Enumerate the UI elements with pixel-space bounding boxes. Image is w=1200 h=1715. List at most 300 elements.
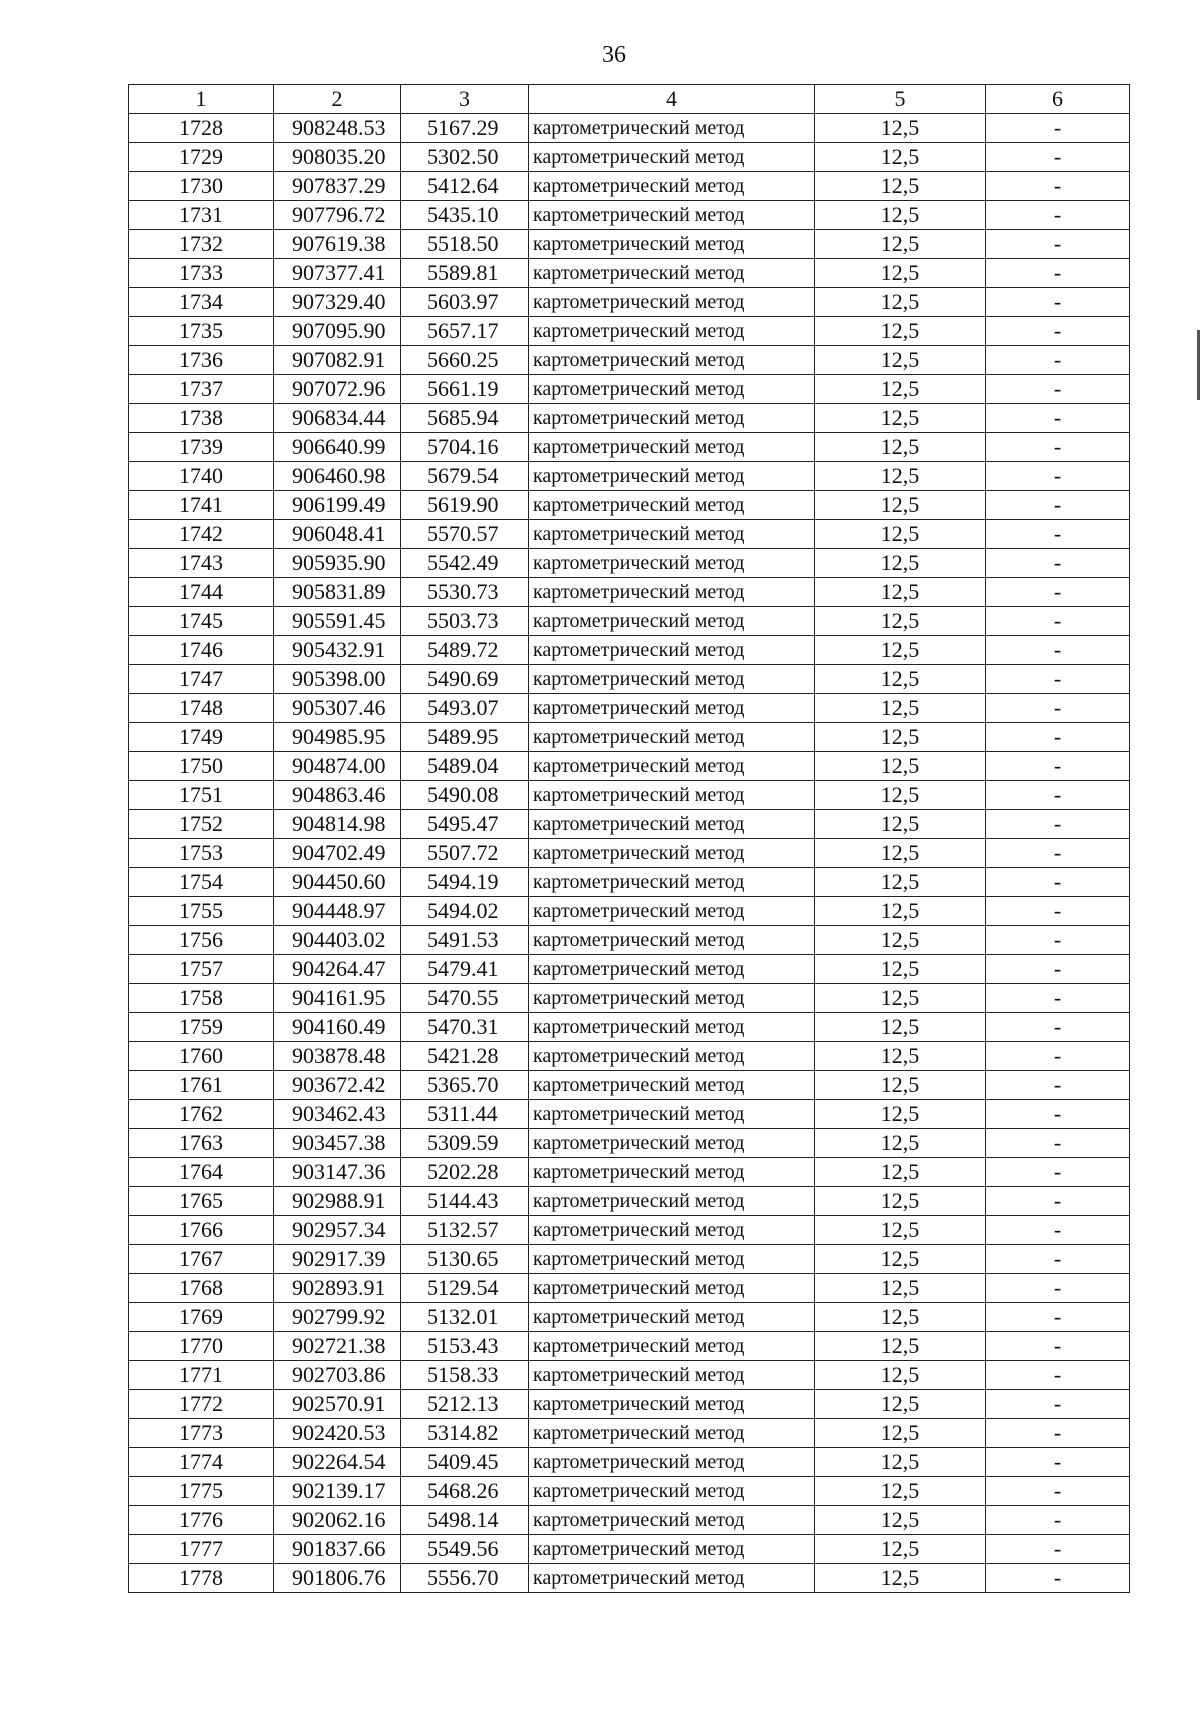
cell-x-coord: 902570.91 <box>274 1390 401 1419</box>
cell-point-number: 1773 <box>129 1419 274 1448</box>
cell-point-number: 1763 <box>129 1129 274 1158</box>
cell-point-number: 1740 <box>129 462 274 491</box>
cell-note: - <box>986 1332 1130 1361</box>
cell-note: - <box>986 839 1130 868</box>
cell-note: - <box>986 1245 1130 1274</box>
cell-accuracy: 12,5 <box>815 868 986 897</box>
cell-y-coord: 5409.45 <box>401 1448 529 1477</box>
cell-point-number: 1730 <box>129 172 274 201</box>
cell-method: картометрический метод <box>529 810 815 839</box>
cell-note: - <box>986 665 1130 694</box>
table-row <box>129 462 1130 491</box>
cell-x-coord: 903672.42 <box>274 1071 401 1100</box>
cell-point-number: 1741 <box>129 491 274 520</box>
cell-x-coord: 905307.46 <box>274 694 401 723</box>
cell-x-coord: 905432.91 <box>274 636 401 665</box>
cell-y-coord: 5503.73 <box>401 607 529 636</box>
table-row <box>129 346 1130 375</box>
cell-y-coord: 5490.69 <box>401 665 529 694</box>
cell-method: картометрический метод <box>529 1274 815 1303</box>
cell-method: картометрический метод <box>529 1564 815 1593</box>
cell-method: картометрический метод <box>529 665 815 694</box>
cell-note: - <box>986 1187 1130 1216</box>
cell-note: - <box>986 810 1130 839</box>
cell-point-number: 1769 <box>129 1303 274 1332</box>
cell-x-coord: 906460.98 <box>274 462 401 491</box>
cell-method: картометрический метод <box>529 1506 815 1535</box>
table-row <box>129 491 1130 520</box>
table-row <box>129 1535 1130 1564</box>
cell-note: - <box>986 926 1130 955</box>
cell-point-number: 1749 <box>129 723 274 752</box>
cell-y-coord: 5167.29 <box>401 114 529 143</box>
cell-method: картометрический метод <box>529 230 815 259</box>
cell-y-coord: 5603.97 <box>401 288 529 317</box>
cell-x-coord: 902139.17 <box>274 1477 401 1506</box>
cell-method: картометрический метод <box>529 1100 815 1129</box>
cell-y-coord: 5542.49 <box>401 549 529 578</box>
table-row <box>129 897 1130 926</box>
cell-accuracy: 12,5 <box>815 1361 986 1390</box>
cell-x-coord: 905398.00 <box>274 665 401 694</box>
cell-note: - <box>986 694 1130 723</box>
cell-x-coord: 904160.49 <box>274 1013 401 1042</box>
cell-method: картометрический метод <box>529 346 815 375</box>
cell-note: - <box>986 1158 1130 1187</box>
header-col-4: 4 <box>529 85 815 114</box>
table-row <box>129 1071 1130 1100</box>
cell-accuracy: 12,5 <box>815 288 986 317</box>
cell-method: картометрический метод <box>529 1216 815 1245</box>
cell-point-number: 1758 <box>129 984 274 1013</box>
cell-x-coord: 907837.29 <box>274 172 401 201</box>
cell-y-coord: 5309.59 <box>401 1129 529 1158</box>
cell-accuracy: 12,5 <box>815 462 986 491</box>
cell-point-number: 1762 <box>129 1100 274 1129</box>
cell-x-coord: 906048.41 <box>274 520 401 549</box>
cell-note: - <box>986 1390 1130 1419</box>
cell-point-number: 1731 <box>129 201 274 230</box>
cell-x-coord: 902799.92 <box>274 1303 401 1332</box>
cell-x-coord: 908035.20 <box>274 143 401 172</box>
table-row <box>129 1477 1130 1506</box>
table-row <box>129 1187 1130 1216</box>
cell-point-number: 1768 <box>129 1274 274 1303</box>
cell-x-coord: 902420.53 <box>274 1419 401 1448</box>
cell-accuracy: 12,5 <box>815 1332 986 1361</box>
cell-point-number: 1753 <box>129 839 274 868</box>
cell-note: - <box>986 636 1130 665</box>
cell-accuracy: 12,5 <box>815 839 986 868</box>
table-row <box>129 172 1130 201</box>
cell-note: - <box>986 1477 1130 1506</box>
table-row <box>129 404 1130 433</box>
cell-note: - <box>986 1274 1130 1303</box>
cell-accuracy: 12,5 <box>815 665 986 694</box>
cell-note: - <box>986 781 1130 810</box>
cell-point-number: 1744 <box>129 578 274 607</box>
cell-method: картометрический метод <box>529 955 815 984</box>
cell-x-coord: 904448.97 <box>274 897 401 926</box>
cell-accuracy: 12,5 <box>815 143 986 172</box>
table-row <box>129 230 1130 259</box>
header-col-3: 3 <box>401 85 529 114</box>
cell-point-number: 1736 <box>129 346 274 375</box>
cell-method: картометрический метод <box>529 1332 815 1361</box>
cell-x-coord: 904985.95 <box>274 723 401 752</box>
cell-method: картометрический метод <box>529 1477 815 1506</box>
table-row <box>129 259 1130 288</box>
cell-point-number: 1777 <box>129 1535 274 1564</box>
cell-x-coord: 905831.89 <box>274 578 401 607</box>
cell-point-number: 1732 <box>129 230 274 259</box>
cell-point-number: 1761 <box>129 1071 274 1100</box>
table-row <box>129 317 1130 346</box>
cell-accuracy: 12,5 <box>815 752 986 781</box>
cell-accuracy: 12,5 <box>815 172 986 201</box>
table-row <box>129 143 1130 172</box>
cell-x-coord: 907095.90 <box>274 317 401 346</box>
coordinates-table <box>128 84 1130 1593</box>
cell-point-number: 1747 <box>129 665 274 694</box>
cell-point-number: 1745 <box>129 607 274 636</box>
cell-y-coord: 5132.57 <box>401 1216 529 1245</box>
cell-y-coord: 5311.44 <box>401 1100 529 1129</box>
cell-note: - <box>986 114 1130 143</box>
cell-point-number: 1759 <box>129 1013 274 1042</box>
cell-accuracy: 12,5 <box>815 694 986 723</box>
cell-accuracy: 12,5 <box>815 1390 986 1419</box>
cell-point-number: 1774 <box>129 1448 274 1477</box>
cell-method: картометрический метод <box>529 317 815 346</box>
table-row <box>129 288 1130 317</box>
table-row <box>129 1303 1130 1332</box>
cell-accuracy: 12,5 <box>815 926 986 955</box>
cell-note: - <box>986 1042 1130 1071</box>
cell-method: картометрический метод <box>529 1042 815 1071</box>
cell-y-coord: 5493.07 <box>401 694 529 723</box>
cell-note: - <box>986 1100 1130 1129</box>
cell-method: картометрический метод <box>529 1187 815 1216</box>
table-row <box>129 1216 1130 1245</box>
cell-accuracy: 12,5 <box>815 1158 986 1187</box>
cell-accuracy: 12,5 <box>815 1013 986 1042</box>
cell-accuracy: 12,5 <box>815 578 986 607</box>
cell-point-number: 1751 <box>129 781 274 810</box>
cell-accuracy: 12,5 <box>815 491 986 520</box>
cell-point-number: 1775 <box>129 1477 274 1506</box>
table-row <box>129 607 1130 636</box>
cell-y-coord: 5657.17 <box>401 317 529 346</box>
cell-method: картометрический метод <box>529 520 815 549</box>
cell-accuracy: 12,5 <box>815 1419 986 1448</box>
table-row <box>129 520 1130 549</box>
cell-x-coord: 905591.45 <box>274 607 401 636</box>
cell-x-coord: 904403.02 <box>274 926 401 955</box>
cell-y-coord: 5468.26 <box>401 1477 529 1506</box>
cell-x-coord: 907619.38 <box>274 230 401 259</box>
table-row <box>129 1245 1130 1274</box>
table-row <box>129 1564 1130 1593</box>
cell-note: - <box>986 404 1130 433</box>
cell-x-coord: 904264.47 <box>274 955 401 984</box>
cell-y-coord: 5494.02 <box>401 897 529 926</box>
table-body <box>129 114 1130 1593</box>
cell-accuracy: 12,5 <box>815 723 986 752</box>
table-row <box>129 1419 1130 1448</box>
cell-note: - <box>986 375 1130 404</box>
cell-y-coord: 5495.47 <box>401 810 529 839</box>
cell-note: - <box>986 549 1130 578</box>
cell-note: - <box>986 201 1130 230</box>
cell-method: картометрический метод <box>529 462 815 491</box>
cell-note: - <box>986 317 1130 346</box>
cell-method: картометрический метод <box>529 636 815 665</box>
table-row <box>129 1013 1130 1042</box>
cell-note: - <box>986 172 1130 201</box>
cell-x-coord: 908248.53 <box>274 114 401 143</box>
cell-accuracy: 12,5 <box>815 1100 986 1129</box>
cell-method: картометрический метод <box>529 404 815 433</box>
table-row <box>129 1274 1130 1303</box>
cell-note: - <box>986 578 1130 607</box>
cell-point-number: 1778 <box>129 1564 274 1593</box>
cell-y-coord: 5530.73 <box>401 578 529 607</box>
cell-point-number: 1766 <box>129 1216 274 1245</box>
table-row <box>129 1129 1130 1158</box>
cell-method: картометрический метод <box>529 1071 815 1100</box>
cell-accuracy: 12,5 <box>815 1448 986 1477</box>
cell-method: картометрический метод <box>529 578 815 607</box>
cell-point-number: 1752 <box>129 810 274 839</box>
cell-note: - <box>986 723 1130 752</box>
cell-method: картометрический метод <box>529 433 815 462</box>
cell-method: картометрический метод <box>529 491 815 520</box>
cell-point-number: 1770 <box>129 1332 274 1361</box>
cell-point-number: 1756 <box>129 926 274 955</box>
cell-point-number: 1729 <box>129 143 274 172</box>
table-row <box>129 1506 1130 1535</box>
cell-accuracy: 12,5 <box>815 201 986 230</box>
cell-y-coord: 5314.82 <box>401 1419 529 1448</box>
cell-y-coord: 5489.04 <box>401 752 529 781</box>
cell-point-number: 1739 <box>129 433 274 462</box>
cell-y-coord: 5435.10 <box>401 201 529 230</box>
cell-method: картометрический метод <box>529 143 815 172</box>
cell-accuracy: 12,5 <box>815 1303 986 1332</box>
cell-point-number: 1776 <box>129 1506 274 1535</box>
cell-point-number: 1755 <box>129 897 274 926</box>
cell-y-coord: 5491.53 <box>401 926 529 955</box>
table-row <box>129 636 1130 665</box>
table-row <box>129 1158 1130 1187</box>
cell-point-number: 1746 <box>129 636 274 665</box>
cell-point-number: 1750 <box>129 752 274 781</box>
table-row <box>129 868 1130 897</box>
table-row <box>129 1361 1130 1390</box>
cell-accuracy: 12,5 <box>815 520 986 549</box>
cell-method: картометрический метод <box>529 114 815 143</box>
cell-method: картометрический метод <box>529 1129 815 1158</box>
cell-y-coord: 5556.70 <box>401 1564 529 1593</box>
cell-accuracy: 12,5 <box>815 897 986 926</box>
cell-method: картометрический метод <box>529 984 815 1013</box>
cell-note: - <box>986 1448 1130 1477</box>
cell-accuracy: 12,5 <box>815 375 986 404</box>
cell-accuracy: 12,5 <box>815 636 986 665</box>
cell-y-coord: 5365.70 <box>401 1071 529 1100</box>
cell-y-coord: 5679.54 <box>401 462 529 491</box>
cell-y-coord: 5661.19 <box>401 375 529 404</box>
cell-note: - <box>986 868 1130 897</box>
cell-point-number: 1764 <box>129 1158 274 1187</box>
table-row <box>129 114 1130 143</box>
cell-point-number: 1743 <box>129 549 274 578</box>
cell-y-coord: 5470.31 <box>401 1013 529 1042</box>
cell-method: картометрический метод <box>529 172 815 201</box>
cell-point-number: 1734 <box>129 288 274 317</box>
cell-x-coord: 906640.99 <box>274 433 401 462</box>
cell-y-coord: 5549.56 <box>401 1535 529 1564</box>
cell-method: картометрический метод <box>529 897 815 926</box>
cell-accuracy: 12,5 <box>815 1477 986 1506</box>
cell-x-coord: 901837.66 <box>274 1535 401 1564</box>
cell-accuracy: 12,5 <box>815 1535 986 1564</box>
table-row <box>129 433 1130 462</box>
cell-method: картометрический метод <box>529 549 815 578</box>
cell-note: - <box>986 230 1130 259</box>
cell-accuracy: 12,5 <box>815 607 986 636</box>
cell-accuracy: 12,5 <box>815 1042 986 1071</box>
cell-y-coord: 5153.43 <box>401 1332 529 1361</box>
cell-point-number: 1748 <box>129 694 274 723</box>
cell-accuracy: 12,5 <box>815 955 986 984</box>
cell-x-coord: 903878.48 <box>274 1042 401 1071</box>
cell-note: - <box>986 1564 1130 1593</box>
cell-point-number: 1767 <box>129 1245 274 1274</box>
cell-y-coord: 5660.25 <box>401 346 529 375</box>
cell-note: - <box>986 259 1130 288</box>
cell-method: картометрический метод <box>529 1361 815 1390</box>
table-row <box>129 926 1130 955</box>
cell-method: картометрический метод <box>529 288 815 317</box>
cell-method: картометрический метод <box>529 868 815 897</box>
cell-note: - <box>986 1361 1130 1390</box>
cell-method: картометрический метод <box>529 752 815 781</box>
cell-accuracy: 12,5 <box>815 346 986 375</box>
page-number: 36 <box>602 42 626 68</box>
cell-x-coord: 902264.54 <box>274 1448 401 1477</box>
cell-point-number: 1772 <box>129 1390 274 1419</box>
cell-y-coord: 5589.81 <box>401 259 529 288</box>
cell-accuracy: 12,5 <box>815 1071 986 1100</box>
cell-method: картометрический метод <box>529 375 815 404</box>
table-row <box>129 694 1130 723</box>
cell-x-coord: 907072.96 <box>274 375 401 404</box>
cell-method: картометрический метод <box>529 723 815 752</box>
table-row <box>129 1100 1130 1129</box>
cell-accuracy: 12,5 <box>815 230 986 259</box>
cell-method: картометрический метод <box>529 781 815 810</box>
cell-x-coord: 907796.72 <box>274 201 401 230</box>
table-row <box>129 578 1130 607</box>
cell-note: - <box>986 462 1130 491</box>
cell-accuracy: 12,5 <box>815 1564 986 1593</box>
cell-y-coord: 5302.50 <box>401 143 529 172</box>
table-row <box>129 549 1130 578</box>
table-row <box>129 1390 1130 1419</box>
cell-y-coord: 5470.55 <box>401 984 529 1013</box>
cell-x-coord: 903147.36 <box>274 1158 401 1187</box>
cell-y-coord: 5704.16 <box>401 433 529 462</box>
cell-x-coord: 902957.34 <box>274 1216 401 1245</box>
cell-y-coord: 5498.14 <box>401 1506 529 1535</box>
cell-y-coord: 5144.43 <box>401 1187 529 1216</box>
cell-point-number: 1733 <box>129 259 274 288</box>
cell-y-coord: 5212.13 <box>401 1390 529 1419</box>
cell-y-coord: 5202.28 <box>401 1158 529 1187</box>
cell-note: - <box>986 288 1130 317</box>
cell-note: - <box>986 1216 1130 1245</box>
cell-x-coord: 906199.49 <box>274 491 401 520</box>
cell-note: - <box>986 1506 1130 1535</box>
table-row <box>129 665 1130 694</box>
cell-x-coord: 902721.38 <box>274 1332 401 1361</box>
table-row <box>129 201 1130 230</box>
table-row <box>129 1042 1130 1071</box>
cell-point-number: 1771 <box>129 1361 274 1390</box>
cell-method: картометрический метод <box>529 1419 815 1448</box>
cell-y-coord: 5494.19 <box>401 868 529 897</box>
cell-x-coord: 907329.40 <box>274 288 401 317</box>
cell-accuracy: 12,5 <box>815 433 986 462</box>
cell-accuracy: 12,5 <box>815 984 986 1013</box>
cell-x-coord: 904161.95 <box>274 984 401 1013</box>
cell-point-number: 1742 <box>129 520 274 549</box>
cell-y-coord: 5490.08 <box>401 781 529 810</box>
cell-accuracy: 12,5 <box>815 1216 986 1245</box>
table-row <box>129 810 1130 839</box>
cell-accuracy: 12,5 <box>815 810 986 839</box>
cell-point-number: 1754 <box>129 868 274 897</box>
cell-accuracy: 12,5 <box>815 549 986 578</box>
cell-method: картометрический метод <box>529 1013 815 1042</box>
cell-accuracy: 12,5 <box>815 404 986 433</box>
cell-accuracy: 12,5 <box>815 781 986 810</box>
cell-note: - <box>986 897 1130 926</box>
cell-note: - <box>986 1071 1130 1100</box>
header-col-5: 5 <box>815 85 986 114</box>
table-row <box>129 955 1130 984</box>
cell-x-coord: 905935.90 <box>274 549 401 578</box>
cell-y-coord: 5158.33 <box>401 1361 529 1390</box>
cell-x-coord: 906834.44 <box>274 404 401 433</box>
cell-x-coord: 902703.86 <box>274 1361 401 1390</box>
cell-x-coord: 901806.76 <box>274 1564 401 1593</box>
cell-x-coord: 903462.43 <box>274 1100 401 1129</box>
cell-y-coord: 5130.65 <box>401 1245 529 1274</box>
table-row <box>129 1448 1130 1477</box>
cell-point-number: 1737 <box>129 375 274 404</box>
cell-y-coord: 5421.28 <box>401 1042 529 1071</box>
cell-y-coord: 5619.90 <box>401 491 529 520</box>
cell-note: - <box>986 752 1130 781</box>
cell-x-coord: 907377.41 <box>274 259 401 288</box>
cell-y-coord: 5489.95 <box>401 723 529 752</box>
table-row <box>129 984 1130 1013</box>
cell-x-coord: 902062.16 <box>274 1506 401 1535</box>
table-row <box>129 1332 1130 1361</box>
